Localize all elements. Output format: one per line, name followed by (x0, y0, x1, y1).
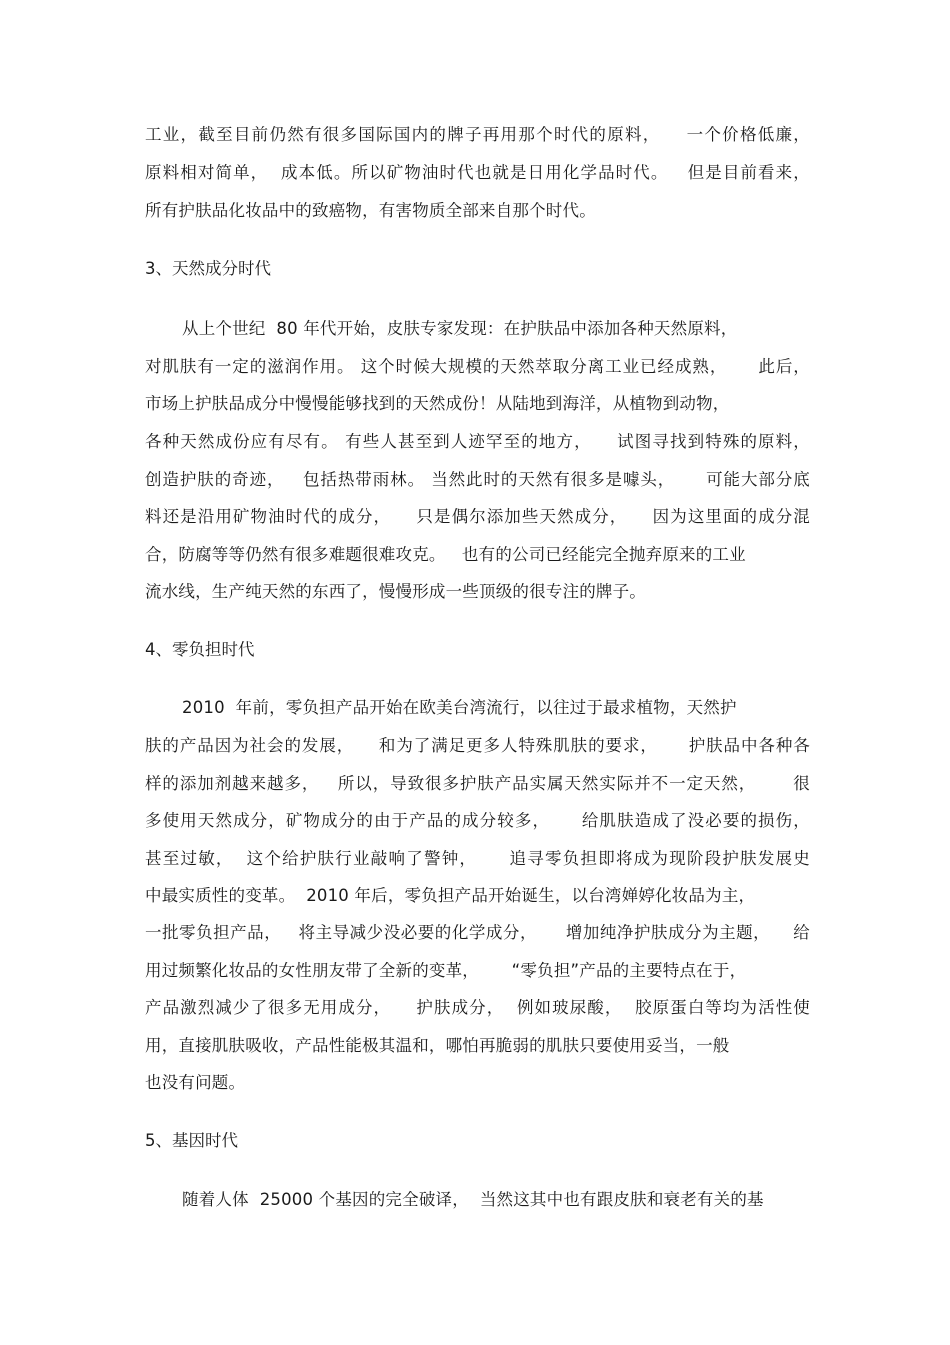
paragraph-line: 也没有问题。 (145, 1073, 246, 1092)
paragraph-line: 多使用天然成分，矿物成分的由于产品的成分较多， 给肌肤造成了没必要的损伤， (145, 811, 810, 830)
paragraph-line: 产品激烈减少了很多无用成分， 护肤成分， 例如玻尿酸， 胶原蛋白等均为活性使 (145, 998, 810, 1017)
section-heading: 3、天然成分时代 (145, 259, 271, 278)
paragraph-line: 用，直接肌肤吸收，产品性能极其温和，哪怕再脆弱的肌肤只要使用妥当，一般 (145, 1036, 730, 1055)
paragraph-line: 样的添加剂越来越多， 所以，导致很多护肤产品实属天然实际并不一定天然， 很 (145, 774, 810, 793)
paragraph-line: 对肌肤有一定的滋润作用。 这个时候大规模的天然萃取分离工业已经成熟， 此后， (145, 357, 810, 376)
section-heading: 5、基因时代 (145, 1131, 238, 1150)
paragraph-line: 从上个世纪 80 年代开始，皮肤专家发现：在护肤品中添加各种天然原料， (182, 319, 738, 338)
paragraph-line: 随着人体 25000 个基因的完全破译， 当然这其中也有跟皮肤和衰老有关的基 (182, 1190, 764, 1209)
paragraph-line: 创造护肤的奇迹， 包括热带雨林。 当然此时的天然有很多是噱头， 可能大部分底 (145, 470, 810, 489)
paragraph-line: 流水线，生产纯天然的东西了，慢慢形成一些顶级的很专注的牌子。 (145, 582, 646, 601)
paragraph-line: 原料相对简单， 成本低。所以矿物油时代也就是日用化学品时代。 但是目前看来， (145, 163, 810, 182)
paragraph-line: 一批零负担产品， 将主导减少没必要的化学成分， 增加纯净护肤成分为主题， 给 (145, 923, 810, 942)
paragraph-line: 合，防腐等等仍然有很多难题很难攻克。 也有的公司已经能完全抛弃原来的工业 (145, 545, 746, 564)
paragraph-line: 肤的产品因为社会的发展， 和为了满足更多人特殊肌肤的要求， 护肤品中各种各 (145, 736, 810, 755)
paragraph-line: 料还是沿用矿物油时代的成分， 只是偶尔添加些天然成分， 因为这里面的成分混 (145, 507, 810, 526)
paragraph-line: 中最实质性的变革。 2010 年后，零负担产品开始诞生，以台湾婵婷化妆品为主， (145, 886, 756, 905)
section-heading: 4、零负担时代 (145, 640, 255, 659)
paragraph-line: 用过频繁化妆品的女性朋友带了全新的变革， “零负担”产品的主要特点在于， (145, 961, 747, 980)
paragraph-line: 工业，截至目前仍然有很多国际国内的牌子再用那个时代的原料， 一个价格低廉， (145, 125, 810, 144)
paragraph-line: 市场上护肤品成分中慢慢能够找到的天然成份！从陆地到海洋，从植物到动物， (145, 394, 730, 413)
paragraph-line: 甚至过敏， 这个给护肤行业敲响了警钟， 追寻零负担即将成为现阶段护肤发展史 (145, 849, 810, 868)
paragraph-line: 2010 年前，零负担产品开始在欧美台湾流行，以往过于最求植物，天然护 (182, 698, 737, 717)
paragraph-line: 所有护肤品化妆品中的致癌物，有害物质全部来自那个时代。 (145, 201, 596, 220)
paragraph-line: 各种天然成份应有尽有。 有些人甚至到人迹罕至的地方， 试图寻找到特殊的原料， (145, 432, 810, 451)
